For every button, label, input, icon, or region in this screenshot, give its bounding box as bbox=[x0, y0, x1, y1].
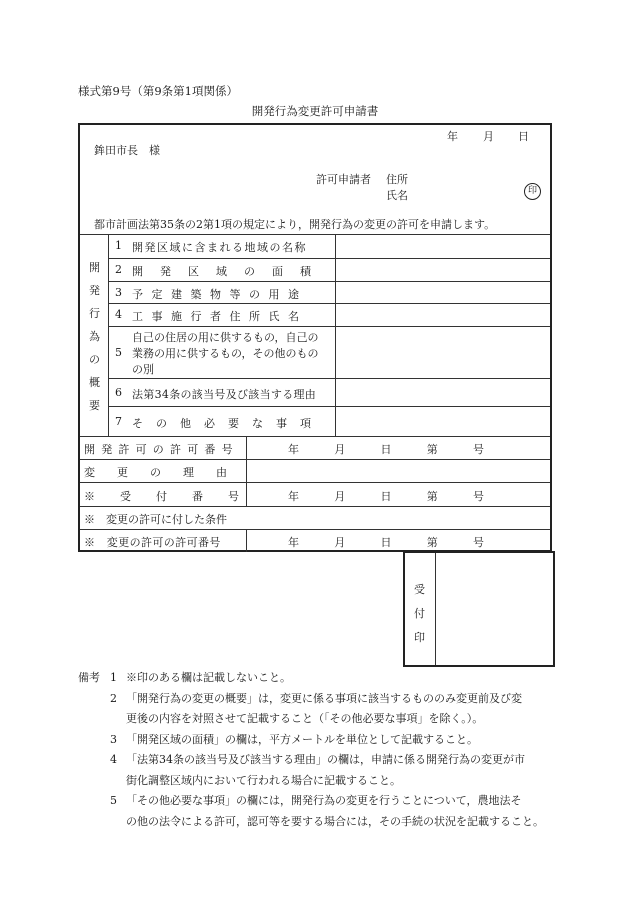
receipt-char: 付 bbox=[414, 607, 425, 620]
rule bbox=[80, 436, 550, 437]
address-label: 住所 bbox=[386, 173, 408, 186]
year-mark: 年 bbox=[288, 536, 299, 549]
note-number: 3 bbox=[110, 732, 117, 746]
item-label: その他必要な事項 bbox=[132, 417, 324, 430]
item-number: 3 bbox=[115, 286, 122, 299]
month-mark: 月 bbox=[334, 443, 346, 456]
item-label-line: 業務の用に供するもの，その他のもの bbox=[132, 347, 319, 360]
overview-label-char: 開 bbox=[89, 261, 100, 274]
item-number: 4 bbox=[115, 308, 122, 321]
item-label: 予定建築物等の用途 bbox=[132, 288, 308, 301]
number-suffix: 号 bbox=[473, 490, 484, 503]
rule bbox=[435, 553, 436, 665]
conditions-label: ※ 変更の許可に付した条件 bbox=[84, 513, 227, 526]
seal-mark: 印 bbox=[524, 183, 541, 200]
notes-label: 備考 bbox=[78, 671, 100, 684]
note-text: ※印のある欄は記載しないこと。 bbox=[126, 671, 291, 684]
rule bbox=[108, 303, 550, 304]
note-text-continued: 街化調整区域内において行われる場合に記載すること。 bbox=[126, 773, 401, 787]
item-label: 開発区域の面積 bbox=[132, 265, 328, 278]
item-label: 法第34条の該当号及び該当する理由 bbox=[132, 388, 317, 401]
date-year: 年 bbox=[447, 130, 458, 143]
rule bbox=[80, 459, 550, 460]
overview-label-char: の bbox=[89, 353, 100, 366]
note bbox=[78, 668, 544, 689]
number-prefix: 第 bbox=[426, 443, 438, 456]
month-mark: 月 bbox=[334, 536, 346, 549]
note-text: 「開発行為の変更の概要」は，変更に係る事項に該当するもののみ変更前及び変 bbox=[126, 691, 522, 705]
reception-date-number bbox=[288, 488, 484, 504]
rule bbox=[80, 482, 550, 483]
name-label: 氏名 bbox=[386, 189, 408, 202]
form-title: 開発行為変更許可申請書 bbox=[251, 104, 379, 118]
item-number: 7 bbox=[115, 415, 122, 428]
item-number: 5 bbox=[115, 346, 122, 359]
change-permit-date-number bbox=[288, 534, 484, 550]
day-mark: 日 bbox=[380, 443, 392, 456]
rule bbox=[108, 406, 550, 407]
date-month: 月 bbox=[483, 130, 494, 143]
item-label-line: の別 bbox=[132, 363, 154, 376]
item-number: 1 bbox=[115, 239, 122, 252]
form-number: 様式第9号（第9条第1項関係） bbox=[78, 84, 238, 98]
number-suffix: 号 bbox=[473, 536, 484, 549]
number-prefix: 第 bbox=[426, 490, 438, 503]
note-text: 「法第34条の該当号及び該当する理由」の欄は，申請に係る開発行為の変更が市 bbox=[126, 753, 525, 766]
item-number: 6 bbox=[115, 386, 122, 399]
day-mark: 日 bbox=[380, 536, 392, 549]
overview-label-char: 要 bbox=[89, 399, 100, 412]
rule bbox=[108, 378, 550, 379]
item-label: 工事施行者住所氏名 bbox=[132, 310, 308, 323]
note bbox=[78, 791, 544, 812]
addressee: 鉾田市長 様 bbox=[94, 144, 160, 157]
change-permit-number-label: ※ 変更の許可の許可番号 bbox=[84, 536, 221, 549]
note-text: 「開発区域の面積」の欄は，平方メートルを単位として記載すること。 bbox=[126, 732, 478, 746]
rule bbox=[108, 326, 550, 327]
rule bbox=[335, 234, 336, 436]
receipt-stamp-box bbox=[403, 551, 555, 667]
item-label-line: 自己の住居の用に供するもの，自己の bbox=[132, 331, 319, 344]
item-number: 2 bbox=[115, 263, 122, 276]
receipt-char: 受 bbox=[414, 583, 425, 596]
change-reason-label: 変更の理由 bbox=[84, 466, 249, 479]
note-number: 5 bbox=[110, 794, 117, 807]
item-label: 開発区域に含まれる地域の名称 bbox=[132, 241, 307, 254]
note-text: 「その他必要な事項」の欄には，開発行為の変更を行うことについて，農地法そ bbox=[126, 794, 522, 807]
note bbox=[78, 750, 544, 771]
note-text-continued: 更後の内容を対照させて記載すること（「その他必要な事項」を除く。）。 bbox=[126, 712, 484, 725]
number-prefix: 第 bbox=[426, 536, 438, 549]
note-number: 1 bbox=[110, 671, 117, 684]
note bbox=[78, 689, 544, 710]
note-number: 4 bbox=[110, 753, 117, 766]
overview-label-char: 概 bbox=[89, 376, 100, 389]
rule bbox=[80, 506, 550, 507]
rule bbox=[246, 529, 247, 552]
receipt-char: 印 bbox=[414, 631, 425, 644]
date-day: 日 bbox=[518, 130, 529, 143]
year-mark: 年 bbox=[288, 490, 299, 503]
day-mark: 日 bbox=[380, 490, 392, 503]
rule bbox=[108, 234, 109, 436]
rule bbox=[80, 234, 550, 235]
note-number: 2 bbox=[110, 691, 117, 705]
year-mark: 年 bbox=[288, 443, 299, 456]
statement: 都市計画法第35条の2第1項の規定により，開発行為の変更の許可を申請します。 bbox=[94, 218, 496, 231]
rule bbox=[108, 258, 550, 259]
month-mark: 月 bbox=[334, 490, 346, 503]
number-suffix: 号 bbox=[473, 443, 484, 456]
application-form bbox=[78, 123, 552, 552]
rule bbox=[80, 529, 550, 530]
permit-date-number bbox=[288, 441, 484, 457]
permit-number-label: 開発許可の許可番号 bbox=[84, 443, 239, 456]
note bbox=[78, 730, 544, 751]
rule bbox=[108, 281, 550, 282]
overview-label-char: 行 bbox=[89, 307, 100, 320]
overview-label-char: 発 bbox=[89, 284, 100, 297]
notes-section bbox=[78, 668, 544, 832]
applicant-label: 許可申請者 bbox=[316, 173, 371, 186]
note-text-continued: の他の法令による許可，認可等を要する場合には，その手続の状況を記載すること。 bbox=[126, 814, 544, 828]
overview-label-char: 為 bbox=[89, 330, 100, 343]
reception-number-label: ※受付番号 bbox=[84, 490, 264, 503]
